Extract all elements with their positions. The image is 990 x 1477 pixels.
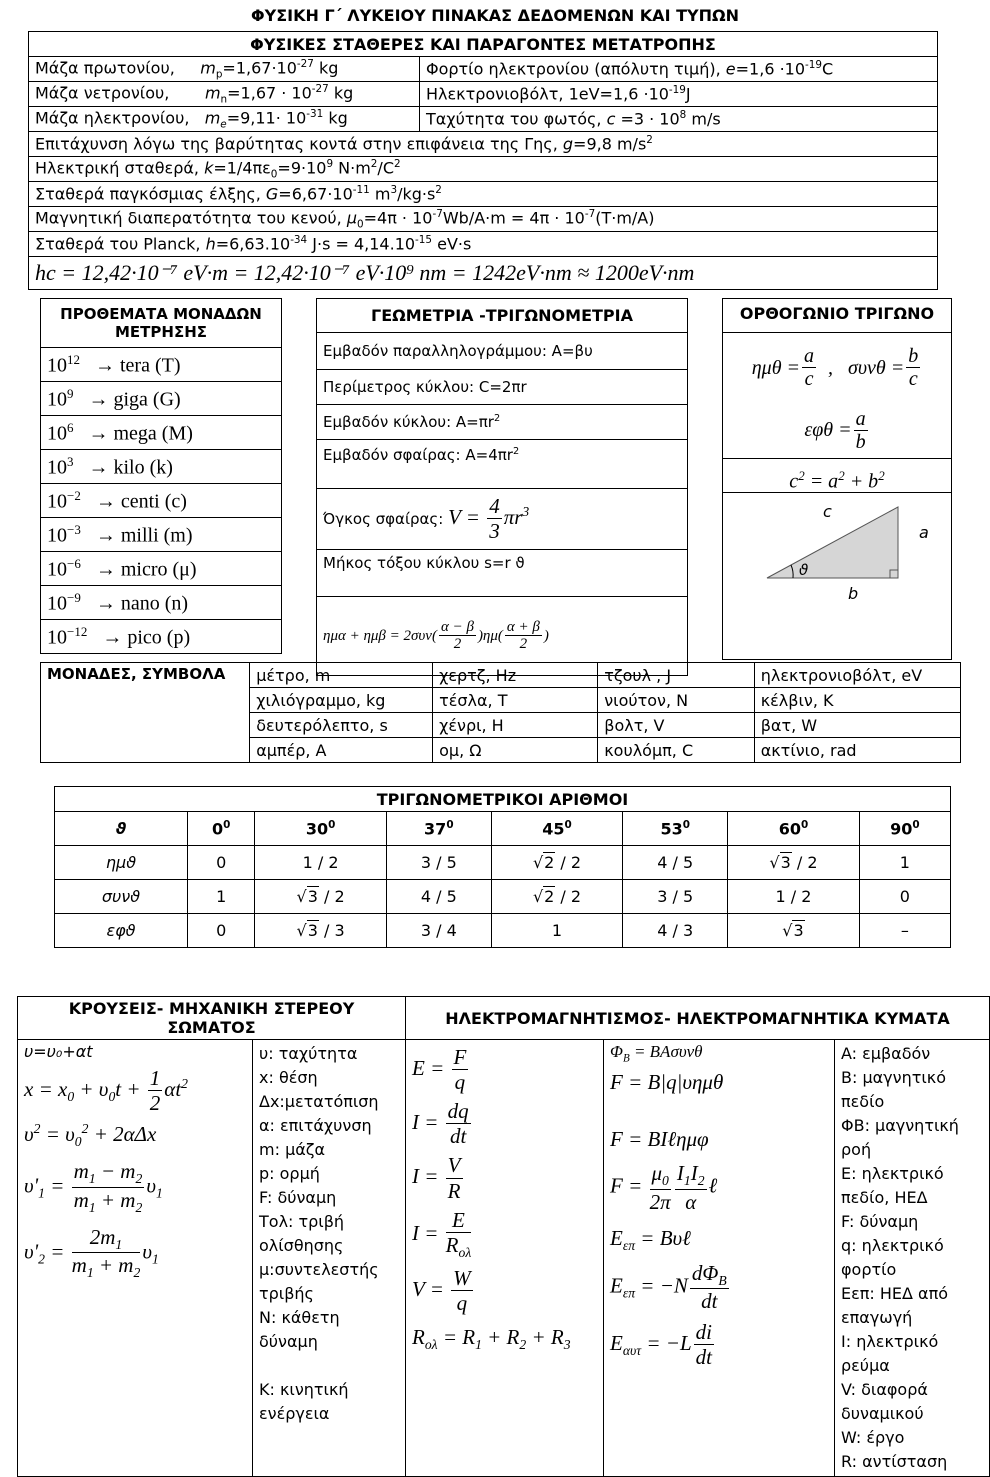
- prefix-cell: $10^3$ → kilo (k): [41, 450, 282, 484]
- speed-of-light: Ταχύτητα του φωτός, $c =3 \cdot 10^8$ m/s: [420, 107, 938, 132]
- ohm-formula: I = $\frac{V}{R}$: [412, 1153, 461, 1203]
- sin-cos-definitions: ημθ = $\frac{a}{c}$ , συνθ = $\frac{b}{c}$: [751, 345, 919, 390]
- unit-cell: βατ, W: [754, 713, 960, 738]
- constants-table: [28, 31, 938, 290]
- trig-value: 1: [491, 914, 622, 948]
- units-table: [40, 662, 961, 763]
- mechanics-legend: [253, 1040, 406, 1477]
- trig-value: 0: [859, 880, 950, 914]
- trig-row-cos: [55, 880, 951, 914]
- legend-item: B: μαγνητικό πεδίο: [841, 1068, 946, 1111]
- label-b: b: [848, 584, 859, 603]
- trig-table: [54, 786, 951, 948]
- circle-circumference: Περίμετρος κύκλου: C=2πr: [317, 370, 688, 405]
- legend-item: F: δύναμη: [841, 1212, 919, 1231]
- unit-cell: αμπέρ, A: [250, 738, 433, 763]
- parallelogram-area: Εμβαδόν παραλληλογράμμου: A=βυ: [317, 333, 688, 370]
- prefix-cell: $10^{12}$ → tera (T): [41, 348, 282, 382]
- unit-cell: ηλεκτρονιοβόλτ, eV: [754, 663, 960, 688]
- unit-cell: τέσλα, T: [433, 688, 598, 713]
- em-legend: [835, 1040, 990, 1477]
- sum-to-product-formula: ημα + ημβ = 2συν( $\frac{\alpha - \beta}{2}$ )ημ( $\frac{\alpha + \beta}{2}$ ): [317, 597, 688, 676]
- triangle-header: ΟΡΘΟΓΩΝΙΟ ΤΡΙΓΩΝΟ: [723, 299, 951, 333]
- mechanics-formulas: [18, 1040, 253, 1477]
- legend-item: E: ηλεκτρικό πεδίο, ΗΕΔ: [841, 1164, 944, 1207]
- trig-value: 3 / 5: [386, 846, 491, 880]
- trig-label: ημϑ: [55, 846, 188, 880]
- unit-cell: χερτζ, Hz: [433, 663, 598, 688]
- velocity-squared-formula: $\upsilon^2 = \upsilon_0^2 + 2\alpha\Delta x$: [24, 1121, 157, 1150]
- trig-value: 1 / 2: [255, 846, 386, 880]
- angle-header: $53^0$: [623, 812, 728, 846]
- trig-value: √3: [728, 914, 859, 948]
- prefix-row: [41, 450, 282, 484]
- legend-item: x: θέση: [259, 1068, 318, 1087]
- trig-label: εφϑ: [55, 914, 188, 948]
- page-title: ΦΥΣΙΚΗ Γ΄ ΛΥΚΕΙΟΥ ΠΙΝΑΚΑΣ ΔΕΔΟΜΕΝΩΝ ΚΑΙ ΤΥΠΩΝ: [251, 6, 739, 25]
- gravity-acceleration: Επιτάχυνση λόγω της βαρύτητας κοντά στην επιφάνεια της Γης, g=9,8 $m/s^2$: [29, 132, 938, 157]
- prefix-row: [41, 552, 282, 586]
- unit-cell: τζουλ , J: [598, 663, 754, 688]
- sphere-volume: Όγκος σφαίρας: V = $\frac{4}{3}$ $\pi r^3$: [317, 489, 688, 550]
- legend-item: A: εμβαδόν: [841, 1044, 931, 1063]
- em-header: ΗΛΕΚΤΡΟΜΑΓΝΗΤΙΣΜΟΣ- ΗΛΕΚΤΡΟΜΑΓΝΗΤΙΚΑ ΚΥΜΑΤΑ: [406, 997, 990, 1040]
- angle-header: $0^0$: [188, 812, 255, 846]
- legend-item: R: αντίσταση: [841, 1452, 948, 1471]
- legend-item: K: κινητική ενέργεια: [259, 1380, 349, 1423]
- unit-cell: βολτ, V: [598, 713, 754, 738]
- trig-value: 3 / 5: [623, 880, 728, 914]
- mechanics-header: ΚΡΟΥΣΕΙΣ- ΜΗΧΑΝΙΚΗ ΣΤΕΡΕΟΥ ΣΩΜΑΤΟΣ: [18, 997, 406, 1040]
- legend-item: q: ηλεκτρικό φορτίο: [841, 1236, 944, 1279]
- legend-item: α: επιτάχυνση: [259, 1116, 372, 1135]
- units-header: ΜΟΝΑΔΕΣ, ΣΥΜΒΟΛΑ: [41, 663, 250, 763]
- legend-item: υ: ταχύτητα: [259, 1044, 358, 1063]
- pythagorean-theorem: $c^2 = a^2 + b^2$: [723, 458, 951, 493]
- formulas-table: [17, 996, 990, 1477]
- trig-value: √2 / 2: [491, 880, 622, 914]
- angle-header: $37^0$: [386, 812, 491, 846]
- trig-label: συνϑ: [55, 880, 188, 914]
- prefix-cell: $10^{-6}$ → micro (μ): [41, 552, 282, 586]
- unit-cell: νιούτον, N: [598, 688, 754, 713]
- prefix-row: [41, 518, 282, 552]
- angle-header: $30^0$: [255, 812, 386, 846]
- prefixes-header: ΠΡΟΘΕΜΑΤΑ ΜΟΝΑΔΩΝ ΜΕΤΡΗΣΗΣ: [41, 299, 282, 348]
- legend-item: p: ορμή: [259, 1164, 320, 1183]
- legend-item: Eεπ: ΗΕΔ από επαγωγή: [841, 1284, 949, 1327]
- legend-item: F: δύναμη: [259, 1188, 337, 1207]
- prefix-cell: $10^{-9}$ → nano (n): [41, 586, 282, 620]
- trig-value: √3 / 3: [255, 914, 386, 948]
- unit-cell: κουλόμπ, C: [598, 738, 754, 763]
- trig-row-tan: [55, 914, 951, 948]
- triangle-shape: [767, 507, 898, 578]
- trig-value: 1: [188, 880, 255, 914]
- em-formulas-1: [406, 1040, 604, 1477]
- tan-definition: εφθ = $\frac{a}{b}$: [804, 407, 866, 453]
- velocity-formula: υ=υ₀+αt: [24, 1042, 93, 1061]
- geometry-header: ΓΕΩΜΕΤΡΙΑ -ΤΡΙΓΩΝΟΜΕΤΡΙΑ: [317, 299, 688, 333]
- unit-cell: κέλβιν, K: [754, 688, 960, 713]
- self-induction-formula: $E_{\alpha\upsilon\tau} = -L$ $\frac{di}{dt}$: [610, 1320, 713, 1370]
- theta-header: ϑ: [55, 812, 188, 846]
- trig-value: 4 / 5: [386, 880, 491, 914]
- trig-value: 1: [859, 846, 950, 880]
- electron-volt: Ηλεκτρονιοβόλτ, $1eV=1,6 \cdot 10^{-19}J$: [420, 82, 938, 107]
- legend-item: N: κάθετη δύναμη: [259, 1308, 340, 1351]
- legend-item: Δx:μετατόπιση: [259, 1092, 379, 1111]
- prefix-cell: $10^6$ → mega (M): [41, 416, 282, 450]
- prefix-row: [41, 348, 282, 382]
- units-row: [41, 663, 961, 688]
- circle-area: Εμβαδόν κύκλου: $A=\pi r^2$: [317, 405, 688, 440]
- motional-emf-formula: $E_{\varepsilon\pi}$ = Bυℓ: [610, 1225, 691, 1253]
- trig-value: √2 / 2: [491, 846, 622, 880]
- prefix-row: [41, 484, 282, 518]
- prefix-cell: $10^{-12}$ → pico (p): [41, 620, 282, 654]
- collision-v2-formula: $\upsilon'_2$ = $\frac{2m_1}{m_1 + m_2}$ $\upsilon_1$: [24, 1224, 159, 1280]
- gravitational-constant: Σταθερά παγκόσμιας έλξης, $G=6,67\cdot 10^{-11}$ $m^3/kg\cdot s^2$: [29, 182, 938, 207]
- position-formula: $x = x_0 + \upsilon_0t$ + $\frac{1}{2}$ $\alpha t^2$: [24, 1066, 188, 1116]
- prefix-row: [41, 620, 282, 654]
- coulomb-constant: Ηλεκτρική σταθερά, $k=1/4\pi\varepsilon_0=9\cdot 10^9$ $N\cdot m^2/C^2$: [29, 157, 938, 182]
- series-resistance-formula: $R_{o\lambda} = R_1 + R_2 + R_3$: [412, 1324, 571, 1353]
- field-formula: E = $\frac{F}{q}$: [412, 1045, 467, 1095]
- trig-value: 4 / 5: [623, 846, 728, 880]
- neutron-mass: Μάζα νετρονίου, $m_n=1,67 \cdot 10^{-27}$ kg: [29, 82, 420, 107]
- proton-mass: Μάζα πρωτονίου, $m_p=1,67\cdot 10^{-27}$ kg: [29, 57, 420, 82]
- prefix-row: [41, 382, 282, 416]
- legend-item: [259, 1354, 399, 1378]
- angle-header: $60^0$: [728, 812, 859, 846]
- faraday-formula: $E_{\varepsilon\pi} = -N$ $\frac{d\Phi_B}{dt}$: [610, 1260, 727, 1314]
- prefixes-table: [40, 298, 282, 654]
- legend-item: Tολ: τριβή ολίσθησης: [259, 1212, 345, 1255]
- unit-cell: δευτερόλεπτο, s: [250, 713, 433, 738]
- label-c: c: [823, 502, 832, 521]
- prefix-cell: $10^{-3}$ → milli (m): [41, 518, 282, 552]
- legend-item: m: μάζα: [259, 1140, 326, 1159]
- unit-cell: ομ, Ω: [433, 738, 598, 763]
- trig-value: 0: [188, 846, 255, 880]
- voltage-formula: V = $\frac{W}{q}$: [412, 1265, 471, 1315]
- unit-cell: μέτρο, m: [250, 663, 433, 688]
- trig-value: 1 / 2: [728, 880, 859, 914]
- arc-length: Μήκος τόξου κύκλου s=r ϑ: [317, 550, 688, 597]
- collision-v1-formula: $\upsilon'_1$ = $\frac{m_1 - m_2}{m_1 + m_2}$ $\upsilon_1$: [24, 1159, 163, 1215]
- prefix-row: [41, 586, 282, 620]
- unit-cell: ακτίνιο, rad: [754, 738, 960, 763]
- electron-charge: Φορτίο ηλεκτρονίου (απόλυτη τιμή), $e=1,6 \cdot 10^{-19}C$: [420, 57, 938, 82]
- lorentz-formula: F = B|q|υημθ: [610, 1070, 724, 1095]
- trig-value: 4 / 3: [623, 914, 728, 948]
- label-theta: ϑ: [799, 561, 809, 579]
- legend-item: μ:συντελεστής τριβής: [259, 1260, 379, 1303]
- legend-item: W: έργο: [841, 1428, 905, 1447]
- sphere-area: Εμβαδόν σφαίρας: $A=4\pi r^2$: [317, 440, 688, 489]
- trig-value: 3 / 4: [386, 914, 491, 948]
- constants-header: ΦΥΣΙΚΕΣ ΣΤΑΘΕΡΕΣ ΚΑΙ ΠΑΡΑΓΟΝΤΕΣ ΜΕΤΑΤΡΟΠΗΣ: [29, 32, 938, 57]
- prefix-cell: $10^{-2}$ → centi (c): [41, 484, 282, 518]
- trig-value: √3 / 2: [728, 846, 859, 880]
- trig-value: √3 / 2: [255, 880, 386, 914]
- legend-item: I: ηλεκτρικό ρεύμα: [841, 1332, 939, 1375]
- trig-header: ΤΡΙΓΩΝΟΜΕΤΡΙΚΟΙ ΑΡΙΘΜΟΙ: [55, 787, 951, 812]
- right-triangle-box: [722, 298, 952, 660]
- prefix-cell: $10^9$ → giga (G): [41, 382, 282, 416]
- vacuum-permeability: Μαγνητική διαπερατότητα του κενού, $\mu_0=4\pi \cdot 10^{-7}Wb/A\cdot m = 4\pi \cdot 10^{-7}(T\cdot m/A)$: [29, 207, 938, 232]
- angle-header: $45^0$: [491, 812, 622, 846]
- legend-item: ΦB: μαγνητική ροή: [841, 1116, 959, 1159]
- planck-constant: Σταθερά του Planck, $h=6,63.10^{-34}$ $J\cdot s = 4,14.10^{-15}$ eV·s: [29, 232, 938, 257]
- electron-mass: Μάζα ηλεκτρονίου, $m_e=9,11\cdot 10^{-31}$ kg: [29, 107, 420, 132]
- prefix-row: [41, 416, 282, 450]
- trig-row-sin: [55, 846, 951, 880]
- parallel-wires-formula: F = $\frac{\mu_0}{2\pi}$ $\frac{I_1I_2}{\alpha}$ ℓ: [610, 1161, 718, 1214]
- hc-formula: hc = 12,42·10⁻⁷ eV·m = 12,42·10⁻⁷ eV·10⁹ nm = 1242eV·nm ≈ 1200eV·nm: [29, 257, 938, 290]
- trig-value: –: [859, 914, 950, 948]
- unit-cell: χιλιόγραμμο, kg: [250, 688, 433, 713]
- geometry-table: [316, 298, 688, 676]
- trig-value: 0: [188, 914, 255, 948]
- triangle-diagram: [723, 493, 951, 658]
- wire-force-formula: F = BIℓημφ: [610, 1127, 709, 1152]
- label-a: a: [919, 523, 929, 542]
- current-formula: I = $\frac{dq}{dt}$: [412, 1099, 469, 1149]
- angle-header: $90^0$: [859, 812, 950, 846]
- circuit-current-formula: I = $\frac{E}{R_{o\lambda}}$: [412, 1207, 472, 1260]
- em-formulas-2: [604, 1040, 835, 1477]
- flux-formula: $\Phi_B = BA\sigma\upsilon\nu\theta$: [610, 1042, 703, 1065]
- unit-cell: χένρι, H: [433, 713, 598, 738]
- legend-item: V: διαφορά δυναμικού: [841, 1380, 928, 1423]
